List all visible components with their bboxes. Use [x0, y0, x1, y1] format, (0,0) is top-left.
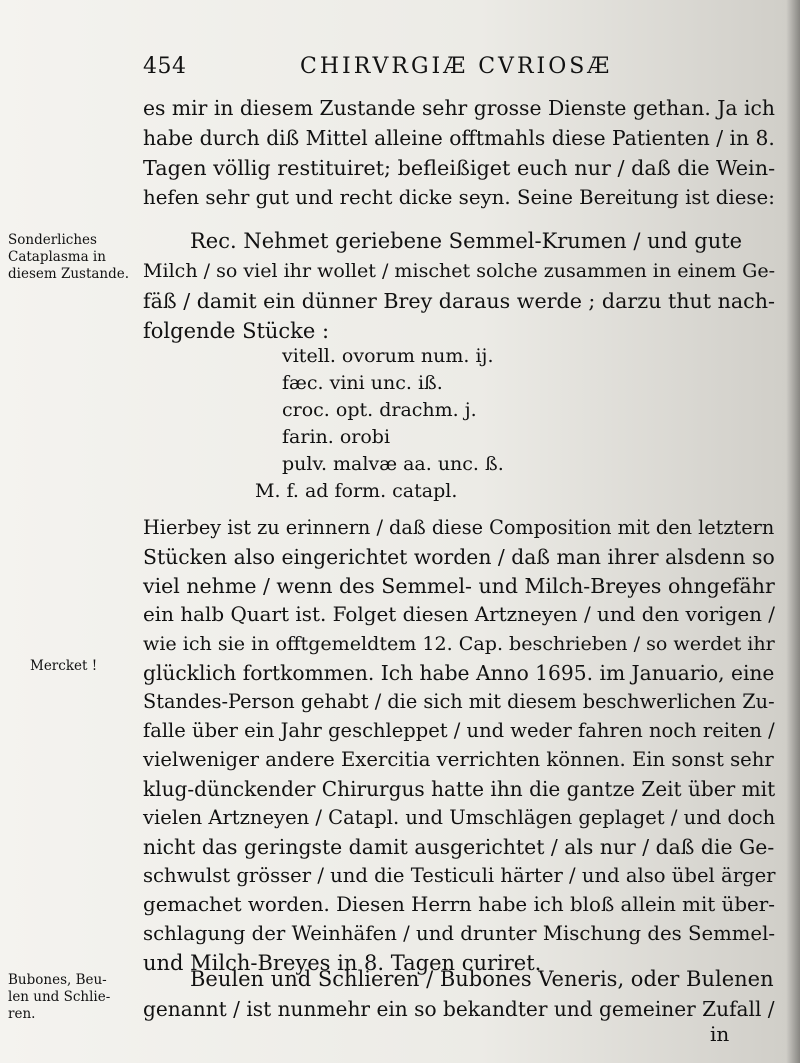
recipe-line: M. f. ad form. catapl.: [255, 480, 458, 502]
margin-note-line: Mercket !: [30, 658, 98, 674]
recipe-line: fæc. vini unc. iß.: [282, 372, 443, 394]
body-text-line: Standes-Person gehabt / die sich mit diesem beschwerlichen Zu-: [143, 690, 775, 713]
body-text-line: schlagung der Weinhäfen / und drunter Mischung des Semmel-: [143, 922, 776, 945]
body-text-line: und Milch-Breyes in 8. Tagen curiret.: [143, 951, 542, 975]
body-text-line: nicht das geringste damit ausgerichtet / als nur / daß die Ge-: [143, 835, 775, 859]
recipe-line: farin. orobi: [282, 426, 391, 448]
body-text-line: fäß / damit ein dünner Brey daraus werde ; darzu thut nach-: [143, 289, 775, 313]
margin-note-line: Sonderliches: [8, 232, 97, 248]
margin-note-line: Cataplasma in: [8, 249, 106, 265]
catchword: in: [710, 1022, 730, 1046]
page-number: 454: [143, 54, 187, 79]
recipe-line: croc. opt. drachm. j.: [282, 399, 477, 421]
body-text-line: schwulst grösser / und die Testiculi härter / und also übel ärger: [143, 864, 776, 887]
body-text-line: es mir in diesem Zustande sehr grosse Dienste gethan. Ja ich: [143, 96, 775, 120]
body-text-line: falle über ein Jahr geschleppet / und weder fahren noch reiten /: [143, 719, 775, 742]
running-head: CHIRVRGIÆ CVRIOSÆ: [300, 54, 613, 79]
body-text-line: Rec. Nehmet geriebene Semmel-Krumen / und gute: [190, 229, 743, 253]
margin-note-line: Bubones, Beu-: [8, 972, 107, 988]
body-text-line: Beulen und Schlieren / Bubones Veneris, oder Bulenen: [190, 967, 774, 991]
body-text-line: klug-dünckender Chirurgus hatte ihn die gantze Zeit über mit: [143, 777, 776, 801]
margin-note-mercket: [30, 658, 160, 675]
margin-note-line: ren.: [8, 1006, 36, 1022]
margin-note-line: diesem Zustande.: [8, 266, 130, 282]
body-text-line: glücklich fortkommen. Ich habe Anno 1695. im Januario, eine: [143, 661, 775, 685]
recipe-line: pulv. malvæ aa. unc. ß.: [282, 453, 504, 475]
margin-note-bubones: [8, 972, 138, 1023]
page-edge-shadow: [786, 0, 800, 1063]
body-text-line: folgende Stücke :: [143, 319, 330, 343]
margin-note-cataplasma: [8, 232, 138, 283]
body-text-line: viel nehme / wenn des Semmel- und Milch-Breyes ohngefähr: [143, 574, 775, 598]
body-text-line: habe durch diß Mittel alleine offtmahls diese Patienten / in 8.: [143, 126, 775, 150]
margin-note-line: len und Schlie-: [8, 989, 111, 1005]
body-text-line: Stücken also eingerichtet worden / daß man ihrer alsdenn so: [143, 545, 775, 569]
body-text-line: ein halb Quart ist. Folget diesen Artzneyen / und den vorigen /: [143, 603, 776, 626]
body-text-line: genannt / ist nunmehr ein so bekandter und gemeiner Zufall /: [143, 997, 775, 1021]
body-text-line: wie ich sie in offtgemeldtem 12. Cap. beschrieben / so werdet ihr: [143, 633, 775, 655]
body-text-line: Tagen völlig restituiret; befleißiget euch nur / daß die Wein-: [143, 156, 776, 180]
body-text-line: Milch / so viel ihr wollet / mischet solche zusammen in einem Ge-: [143, 260, 776, 282]
recipe-line: vitell. ovorum num. ij.: [282, 345, 494, 367]
body-text-line: vielweniger andere Exercitia verrichten können. Ein sonst sehr: [143, 748, 774, 771]
body-text-line: Hierbey ist zu erinnern / daß diese Composition mit den letztern: [143, 516, 775, 539]
body-text-line: hefen sehr gut und recht dicke seyn. Seine Bereitung ist diese:: [143, 186, 775, 209]
body-text-line: vielen Artzneyen / Catapl. und Umschlägen geplaget / und doch: [143, 806, 776, 829]
body-text-line: gemachet worden. Diesen Herrn habe ich bloß allein mit über-: [143, 893, 775, 916]
